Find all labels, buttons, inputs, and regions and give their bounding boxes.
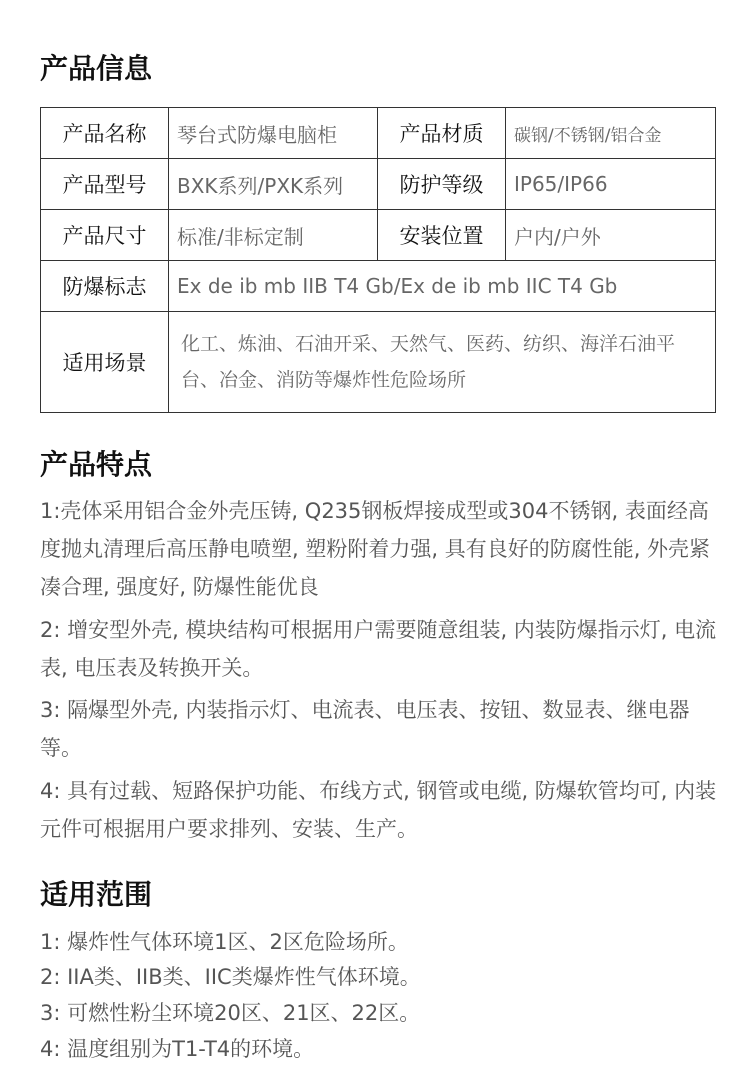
install-location-label: 安装位置 [378,210,506,261]
application-scope-title: 适用范围 [40,878,153,911]
feature-item: 4: 具有过载、短路保护功能、布线方式, 钢管或电缆, 防爆软管均可, 内装元件可根据用户要求排列、安装、生产。 [40,779,717,841]
product-features-title: 产品特点 [40,448,153,481]
scope-item: 2: IIA类、IIB类、IIC类爆炸性气体环境。 [40,965,421,989]
scope-item: 4: 温度组别为T1-T4的环境。 [40,1037,315,1061]
table-row [41,210,716,261]
application-scene-value: 化工、炼油、石油开采、天然气、医药、纺织、海洋石油平台、冶金、消防等爆炸性危险场所 [169,312,716,413]
explosion-mark-label: 防爆标志 [41,261,169,312]
table-row [41,108,716,159]
table-row [41,312,716,413]
product-name-label: 产品名称 [41,108,169,159]
product-material-value: 碳钢/不锈钢/铝合金 [506,108,716,159]
table-row [41,261,716,312]
scope-item: 1: 爆炸性气体环境1区、2区危险场所。 [40,930,409,954]
product-material-label: 产品材质 [378,108,506,159]
explosion-mark-value: Ex de ib mb IIB T4 Gb/Ex de ib mb IIC T4 Gb [169,261,716,312]
product-spec-table [40,107,716,413]
product-model-label: 产品型号 [41,159,169,210]
protection-level-label: 防护等级 [378,159,506,210]
install-location-value: 户内/户外 [506,210,716,261]
scope-item: 3: 可燃性粉尘环境20区、21区、22区。 [40,1001,421,1025]
product-size-label: 产品尺寸 [41,210,169,261]
product-name-value: 琴台式防爆电脑柜 [169,108,378,159]
feature-item: 1:壳体采用铝合金外壳压铸, Q235钢板焊接成型或304不锈钢, 表面经高度抛丸清理后高压静电喷塑, 塑粉附着力强, 具有良好的防腐性能, 外壳紧凑合理, 强度好, 防爆性能优良 [40,499,711,599]
product-model-value: BXK系列/PXK系列 [169,159,378,210]
product-info-title: 产品信息 [40,52,153,85]
protection-level-value: IP65/IP66 [506,159,716,210]
application-scene-label: 适用场景 [41,312,169,413]
product-size-value: 标准/非标定制 [169,210,378,261]
feature-item: 2: 增安型外壳, 模块结构可根据用户需要随意组装, 内装防爆指示灯, 电流表, 电压表及转换开关。 [40,618,717,680]
table-row [41,159,716,210]
feature-item: 3: 隔爆型外壳, 内装指示灯、电流表、电压表、按钮、数显表、继电器等。 [40,698,690,760]
